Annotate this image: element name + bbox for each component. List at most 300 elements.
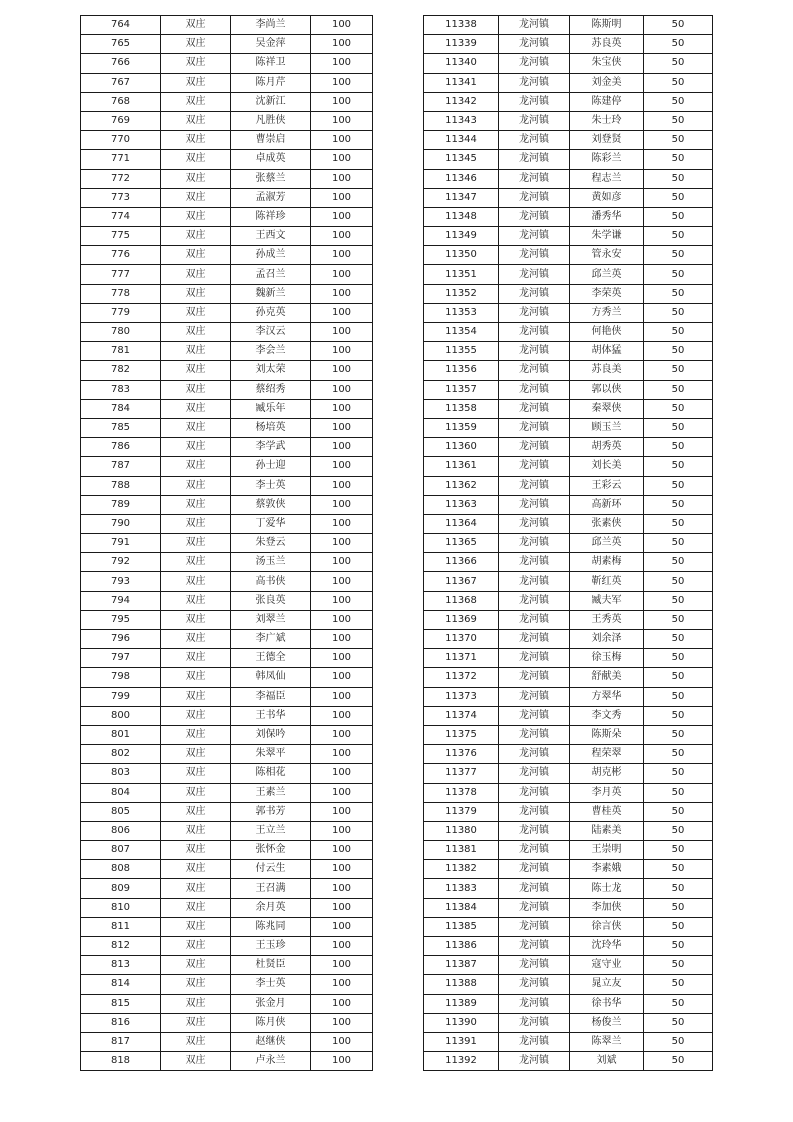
name-cell: 朱翠平 — [231, 745, 311, 764]
table-row — [424, 706, 713, 725]
row-number: 11387 — [424, 956, 499, 975]
name-cell: 陈兆同 — [231, 917, 311, 936]
amount-cell: 100 — [311, 438, 373, 457]
town-cell: 龙河镇 — [499, 937, 570, 956]
name-cell: 苏良英 — [570, 35, 644, 54]
name-cell: 李学武 — [231, 438, 311, 457]
table-row — [81, 16, 373, 35]
table-row — [424, 956, 713, 975]
table-row — [424, 610, 713, 629]
town-cell: 双庄 — [161, 668, 231, 687]
amount-cell: 50 — [644, 35, 713, 54]
name-cell: 杨培英 — [231, 418, 311, 437]
amount-cell: 100 — [311, 227, 373, 246]
row-number: 780 — [81, 323, 161, 342]
amount-cell: 50 — [644, 937, 713, 956]
table-row — [81, 956, 373, 975]
amount-cell: 100 — [311, 73, 373, 92]
town-cell: 双庄 — [161, 860, 231, 879]
town-cell: 双庄 — [161, 16, 231, 35]
town-cell: 龙河镇 — [499, 399, 570, 418]
name-cell: 孙成兰 — [231, 246, 311, 265]
name-cell: 舒献美 — [570, 668, 644, 687]
town-cell: 双庄 — [161, 92, 231, 111]
row-number: 11380 — [424, 821, 499, 840]
town-cell: 双庄 — [161, 553, 231, 572]
row-number: 11388 — [424, 975, 499, 994]
row-number: 11349 — [424, 227, 499, 246]
name-cell: 张怀金 — [231, 841, 311, 860]
amount-cell: 100 — [311, 745, 373, 764]
amount-cell: 50 — [644, 476, 713, 495]
table-row — [424, 514, 713, 533]
town-cell: 龙河镇 — [499, 821, 570, 840]
row-number: 772 — [81, 169, 161, 188]
town-cell: 龙河镇 — [499, 246, 570, 265]
name-cell: 朱学谦 — [570, 227, 644, 246]
amount-cell: 50 — [644, 725, 713, 744]
town-cell: 龙河镇 — [499, 284, 570, 303]
town-cell: 双庄 — [161, 649, 231, 668]
name-cell: 陈建停 — [570, 92, 644, 111]
town-cell: 双庄 — [161, 937, 231, 956]
town-cell: 龙河镇 — [499, 1032, 570, 1051]
row-number: 801 — [81, 725, 161, 744]
row-number: 785 — [81, 418, 161, 437]
name-cell: 胡克彬 — [570, 764, 644, 783]
town-cell: 龙河镇 — [499, 227, 570, 246]
town-cell: 龙河镇 — [499, 16, 570, 35]
row-number: 770 — [81, 131, 161, 150]
amount-cell: 50 — [644, 649, 713, 668]
row-number: 788 — [81, 476, 161, 495]
town-cell: 龙河镇 — [499, 879, 570, 898]
town-cell: 双庄 — [161, 610, 231, 629]
name-cell: 邱兰英 — [570, 534, 644, 553]
town-cell: 双庄 — [161, 917, 231, 936]
town-cell: 双庄 — [161, 188, 231, 207]
town-cell: 龙河镇 — [499, 630, 570, 649]
table-row — [81, 227, 373, 246]
row-number: 815 — [81, 994, 161, 1013]
name-cell: 刘翠兰 — [231, 610, 311, 629]
amount-cell: 100 — [311, 610, 373, 629]
row-number: 802 — [81, 745, 161, 764]
table-row — [424, 802, 713, 821]
table-row — [424, 323, 713, 342]
row-number: 811 — [81, 917, 161, 936]
row-number: 11353 — [424, 303, 499, 322]
row-number: 11354 — [424, 323, 499, 342]
name-cell: 张金月 — [231, 994, 311, 1013]
name-cell: 王彩云 — [570, 476, 644, 495]
amount-cell: 100 — [311, 994, 373, 1013]
row-number: 775 — [81, 227, 161, 246]
row-number: 816 — [81, 1013, 161, 1032]
name-cell: 刘斌 — [570, 1052, 644, 1071]
town-cell: 双庄 — [161, 380, 231, 399]
amount-cell: 50 — [644, 1032, 713, 1051]
name-cell: 王秀英 — [570, 610, 644, 629]
name-cell: 张蔡兰 — [231, 169, 311, 188]
table-row — [424, 553, 713, 572]
amount-cell: 100 — [311, 495, 373, 514]
table-row — [424, 303, 713, 322]
name-cell: 李荣英 — [570, 284, 644, 303]
town-cell: 龙河镇 — [499, 764, 570, 783]
right-table — [423, 15, 713, 1071]
table-row — [424, 35, 713, 54]
row-number: 803 — [81, 764, 161, 783]
town-cell: 双庄 — [161, 1013, 231, 1032]
town-cell: 龙河镇 — [499, 476, 570, 495]
table-row — [81, 975, 373, 994]
table-row — [424, 399, 713, 418]
town-cell: 双庄 — [161, 956, 231, 975]
row-number: 11386 — [424, 937, 499, 956]
table-row — [81, 745, 373, 764]
name-cell: 曹崇启 — [231, 131, 311, 150]
amount-cell: 100 — [311, 898, 373, 917]
row-number: 790 — [81, 514, 161, 533]
table-row — [424, 572, 713, 591]
amount-cell: 50 — [644, 16, 713, 35]
town-cell: 龙河镇 — [499, 860, 570, 879]
row-number: 768 — [81, 92, 161, 111]
row-number: 778 — [81, 284, 161, 303]
amount-cell: 100 — [311, 1013, 373, 1032]
amount-cell: 100 — [311, 956, 373, 975]
name-cell: 陈祥珍 — [231, 207, 311, 226]
name-cell: 陈斯明 — [570, 16, 644, 35]
table-row — [424, 111, 713, 130]
town-cell: 双庄 — [161, 342, 231, 361]
amount-cell: 50 — [644, 956, 713, 975]
name-cell: 陈彩兰 — [570, 150, 644, 169]
row-number: 813 — [81, 956, 161, 975]
name-cell: 陈翠兰 — [570, 1032, 644, 1051]
row-number: 805 — [81, 802, 161, 821]
name-cell: 孟召兰 — [231, 265, 311, 284]
table-row — [424, 841, 713, 860]
town-cell: 双庄 — [161, 495, 231, 514]
amount-cell: 100 — [311, 783, 373, 802]
row-number: 11385 — [424, 917, 499, 936]
row-number: 800 — [81, 706, 161, 725]
table-row — [424, 821, 713, 840]
town-cell: 龙河镇 — [499, 783, 570, 802]
amount-cell: 100 — [311, 169, 373, 188]
row-number: 11346 — [424, 169, 499, 188]
name-cell: 李尚兰 — [231, 16, 311, 35]
amount-cell: 100 — [311, 111, 373, 130]
town-cell: 龙河镇 — [499, 898, 570, 917]
town-cell: 双庄 — [161, 687, 231, 706]
name-cell: 苏良美 — [570, 361, 644, 380]
town-cell: 双庄 — [161, 284, 231, 303]
row-number: 807 — [81, 841, 161, 860]
name-cell: 陈祥卫 — [231, 54, 311, 73]
town-cell: 龙河镇 — [499, 73, 570, 92]
table-row — [81, 150, 373, 169]
amount-cell: 50 — [644, 150, 713, 169]
town-cell: 双庄 — [161, 35, 231, 54]
amount-cell: 50 — [644, 131, 713, 150]
row-number: 779 — [81, 303, 161, 322]
table-row — [81, 534, 373, 553]
amount-cell: 50 — [644, 668, 713, 687]
amount-cell: 50 — [644, 898, 713, 917]
name-cell: 孟淑芳 — [231, 188, 311, 207]
name-cell: 余月英 — [231, 898, 311, 917]
row-number: 11389 — [424, 994, 499, 1013]
name-cell: 李素娥 — [570, 860, 644, 879]
row-number: 11339 — [424, 35, 499, 54]
town-cell: 双庄 — [161, 630, 231, 649]
amount-cell: 50 — [644, 1013, 713, 1032]
table-row — [424, 227, 713, 246]
row-number: 782 — [81, 361, 161, 380]
town-cell: 双庄 — [161, 457, 231, 476]
amount-cell: 100 — [311, 937, 373, 956]
name-cell: 靳红英 — [570, 572, 644, 591]
town-cell: 龙河镇 — [499, 725, 570, 744]
row-number: 11366 — [424, 553, 499, 572]
row-number: 11351 — [424, 265, 499, 284]
table-row — [81, 1013, 373, 1032]
town-cell: 双庄 — [161, 898, 231, 917]
table-row — [81, 1052, 373, 1071]
amount-cell: 100 — [311, 265, 373, 284]
row-number: 11356 — [424, 361, 499, 380]
row-number: 781 — [81, 342, 161, 361]
row-number: 11378 — [424, 783, 499, 802]
town-cell: 双庄 — [161, 361, 231, 380]
name-cell: 王德全 — [231, 649, 311, 668]
name-cell: 李福臣 — [231, 687, 311, 706]
table-row — [81, 610, 373, 629]
table-row — [424, 745, 713, 764]
amount-cell: 50 — [644, 687, 713, 706]
table-row — [424, 361, 713, 380]
amount-cell: 100 — [311, 879, 373, 898]
town-cell: 双庄 — [161, 975, 231, 994]
town-cell: 双庄 — [161, 764, 231, 783]
amount-cell: 50 — [644, 418, 713, 437]
town-cell: 龙河镇 — [499, 169, 570, 188]
amount-cell: 100 — [311, 361, 373, 380]
town-cell: 双庄 — [161, 591, 231, 610]
name-cell: 韩凤仙 — [231, 668, 311, 687]
row-number: 798 — [81, 668, 161, 687]
town-cell: 双庄 — [161, 73, 231, 92]
town-cell: 龙河镇 — [499, 188, 570, 207]
row-number: 11343 — [424, 111, 499, 130]
row-number: 795 — [81, 610, 161, 629]
name-cell: 徐书华 — [570, 994, 644, 1013]
amount-cell: 50 — [644, 821, 713, 840]
table-row — [424, 937, 713, 956]
name-cell: 沈新江 — [231, 92, 311, 111]
table-row — [424, 668, 713, 687]
amount-cell: 50 — [644, 169, 713, 188]
row-number: 11355 — [424, 342, 499, 361]
amount-cell: 100 — [311, 668, 373, 687]
name-cell: 管永安 — [570, 246, 644, 265]
town-cell: 龙河镇 — [499, 92, 570, 111]
town-cell: 双庄 — [161, 994, 231, 1013]
table-row — [424, 687, 713, 706]
town-cell: 双庄 — [161, 131, 231, 150]
table-row — [81, 783, 373, 802]
name-cell: 杜贤臣 — [231, 956, 311, 975]
row-number: 794 — [81, 591, 161, 610]
name-cell: 程荣翠 — [570, 745, 644, 764]
town-cell: 龙河镇 — [499, 802, 570, 821]
amount-cell: 100 — [311, 917, 373, 936]
amount-cell: 100 — [311, 1052, 373, 1071]
table-row — [424, 898, 713, 917]
amount-cell: 50 — [644, 438, 713, 457]
name-cell: 杨俊兰 — [570, 1013, 644, 1032]
name-cell: 黄如彦 — [570, 188, 644, 207]
table-row — [81, 246, 373, 265]
name-cell: 付云生 — [231, 860, 311, 879]
table-row — [81, 380, 373, 399]
amount-cell: 100 — [311, 764, 373, 783]
table-row — [424, 630, 713, 649]
row-number: 11373 — [424, 687, 499, 706]
name-cell: 沈玲华 — [570, 937, 644, 956]
name-cell: 程志兰 — [570, 169, 644, 188]
amount-cell: 50 — [644, 783, 713, 802]
amount-cell: 50 — [644, 323, 713, 342]
table-row — [424, 207, 713, 226]
name-cell: 朱士玲 — [570, 111, 644, 130]
name-cell: 吴金萍 — [231, 35, 311, 54]
row-number: 11372 — [424, 668, 499, 687]
row-number: 776 — [81, 246, 161, 265]
row-number: 814 — [81, 975, 161, 994]
table-row — [424, 534, 713, 553]
amount-cell: 100 — [311, 975, 373, 994]
amount-cell: 100 — [311, 131, 373, 150]
table-row — [424, 188, 713, 207]
row-number: 808 — [81, 860, 161, 879]
town-cell: 龙河镇 — [499, 438, 570, 457]
row-number: 11379 — [424, 802, 499, 821]
name-cell: 卓成英 — [231, 150, 311, 169]
table-row — [81, 725, 373, 744]
town-cell: 龙河镇 — [499, 649, 570, 668]
amount-cell: 100 — [311, 534, 373, 553]
amount-cell: 50 — [644, 342, 713, 361]
table-row — [424, 994, 713, 1013]
amount-cell: 50 — [644, 841, 713, 860]
amount-cell: 100 — [311, 342, 373, 361]
amount-cell: 100 — [311, 553, 373, 572]
table-row — [81, 994, 373, 1013]
row-number: 784 — [81, 399, 161, 418]
row-number: 11377 — [424, 764, 499, 783]
row-number: 11362 — [424, 476, 499, 495]
name-cell: 刘长美 — [570, 457, 644, 476]
amount-cell: 100 — [311, 284, 373, 303]
row-number: 11368 — [424, 591, 499, 610]
table-row — [424, 1052, 713, 1071]
amount-cell: 50 — [644, 553, 713, 572]
town-cell: 龙河镇 — [499, 610, 570, 629]
row-number: 764 — [81, 16, 161, 35]
town-cell: 双庄 — [161, 418, 231, 437]
table-row — [81, 399, 373, 418]
name-cell: 李士英 — [231, 975, 311, 994]
town-cell: 双庄 — [161, 706, 231, 725]
amount-cell: 100 — [311, 380, 373, 399]
table-row — [81, 841, 373, 860]
table-row — [81, 169, 373, 188]
name-cell: 胡秀英 — [570, 438, 644, 457]
name-cell: 李广斌 — [231, 630, 311, 649]
row-number: 11350 — [424, 246, 499, 265]
name-cell: 李月英 — [570, 783, 644, 802]
town-cell: 龙河镇 — [499, 745, 570, 764]
row-number: 791 — [81, 534, 161, 553]
table-row — [81, 35, 373, 54]
town-cell: 龙河镇 — [499, 917, 570, 936]
table-row — [81, 54, 373, 73]
name-cell: 卢永兰 — [231, 1052, 311, 1071]
town-cell: 龙河镇 — [499, 323, 570, 342]
name-cell: 陈月侠 — [231, 1013, 311, 1032]
row-number: 769 — [81, 111, 161, 130]
row-number: 11342 — [424, 92, 499, 111]
amount-cell: 50 — [644, 457, 713, 476]
amount-cell: 100 — [311, 841, 373, 860]
name-cell: 凡胜侠 — [231, 111, 311, 130]
town-cell: 双庄 — [161, 879, 231, 898]
table-row — [424, 284, 713, 303]
table-row — [81, 1032, 373, 1051]
row-number: 786 — [81, 438, 161, 457]
name-cell: 刘余泽 — [570, 630, 644, 649]
row-number: 11367 — [424, 572, 499, 591]
row-number: 804 — [81, 783, 161, 802]
amount-cell: 50 — [644, 917, 713, 936]
table-row — [81, 284, 373, 303]
row-number: 11340 — [424, 54, 499, 73]
table-row — [81, 131, 373, 150]
amount-cell: 100 — [311, 323, 373, 342]
amount-cell: 50 — [644, 246, 713, 265]
amount-cell: 50 — [644, 975, 713, 994]
town-cell: 双庄 — [161, 725, 231, 744]
town-cell: 龙河镇 — [499, 514, 570, 533]
town-cell: 龙河镇 — [499, 975, 570, 994]
row-number: 11375 — [424, 725, 499, 744]
row-number: 11359 — [424, 418, 499, 437]
town-cell: 双庄 — [161, 169, 231, 188]
amount-cell: 50 — [644, 380, 713, 399]
row-number: 11364 — [424, 514, 499, 533]
town-cell: 龙河镇 — [499, 994, 570, 1013]
table-row — [424, 380, 713, 399]
table-row — [424, 457, 713, 476]
row-number: 11338 — [424, 16, 499, 35]
table-row — [424, 764, 713, 783]
town-cell: 双庄 — [161, 246, 231, 265]
name-cell: 陈月芹 — [231, 73, 311, 92]
